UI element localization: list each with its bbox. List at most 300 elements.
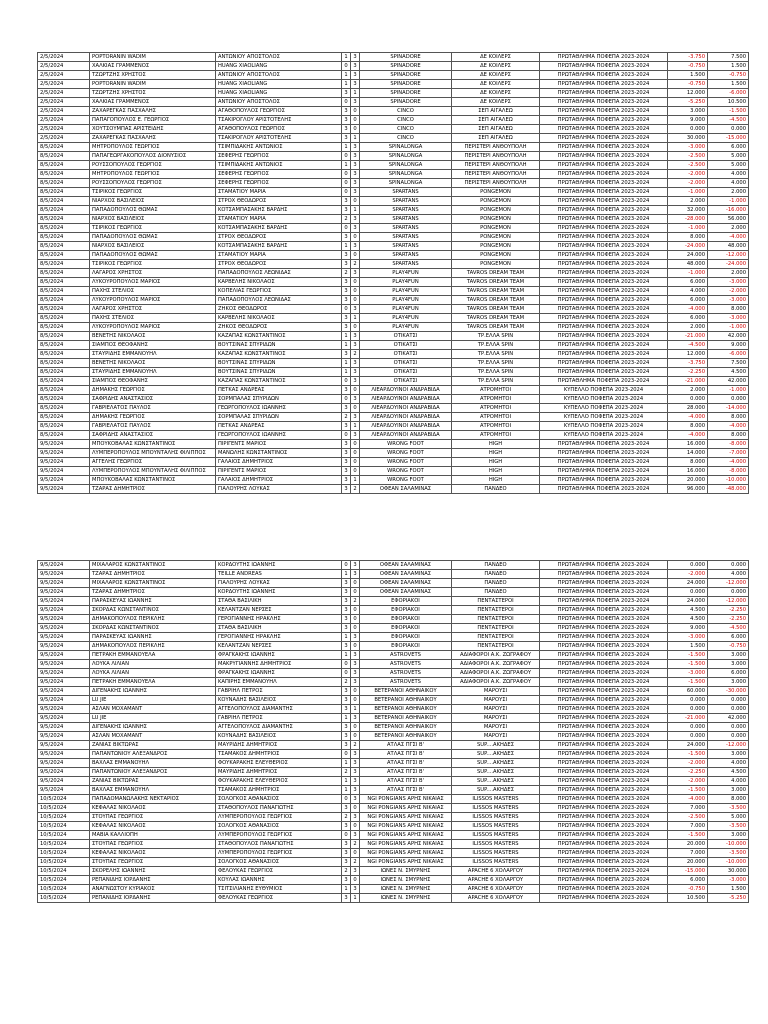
score-home-cell: 3 — [342, 278, 351, 287]
player-away-cell: ΣΤΑΜΑΤΙΟΥ ΜΑΡΙΑ — [216, 215, 342, 224]
team-home-cell: NGI PONGIANS ΑΡΗΣ ΝΙΚΑΙΑΣ — [360, 849, 452, 858]
score-away-cell: 2 — [351, 350, 360, 359]
team-home-cell: ΟΤΙΚΑΤΣΙ — [360, 377, 452, 386]
player-away-cell: ΦΡΑΓΚΑΚΗΣ ΙΩΑΝΝΗΣ — [216, 651, 342, 660]
rating-home-cell: 20.000 — [668, 476, 708, 485]
score-away-cell: 3 — [351, 179, 360, 188]
score-home-cell: 1 — [342, 885, 351, 894]
rating-home-cell: 7.000 — [668, 804, 708, 813]
team-away-cell: SUP....ΑΚΗΔΕΣ — [452, 768, 540, 777]
table-row — [38, 53, 749, 62]
competition-cell: ΠΡΩΤΑΘΛΗΜΑ ΠΟΦΕΠΑ 2023-2024 — [540, 350, 668, 359]
rating-away-cell: 4.000 — [708, 759, 749, 768]
team-home-cell: ASTROVETS — [360, 651, 452, 660]
date-cell: 9/5/2024 — [38, 678, 90, 687]
player-home-cell: ΝΙΑΡΧΟΣ ΒΑΣΙΛΕΙΟΣ — [90, 215, 216, 224]
rating-away-cell: 3.000 — [708, 651, 749, 660]
player-away-cell: ΚΕΛΑΝΤΖΑΝ ΝΕΡΣΕΣ — [216, 642, 342, 651]
score-home-cell: 3 — [342, 251, 351, 260]
rating-away-cell: 0.000 — [708, 561, 749, 570]
score-home-cell: 1 — [342, 80, 351, 89]
player-home-cell: ΛΥΚΟΥΡΟΠΟΥΛΟΣ ΜΑΡΙΟΣ — [90, 323, 216, 332]
date-cell: 8/5/2024 — [38, 143, 90, 152]
competition-cell: ΠΡΩΤΑΘΛΗΜΑ ΠΟΦΕΠΑ 2023-2024 — [540, 296, 668, 305]
date-cell: 10/5/2024 — [38, 822, 90, 831]
score-home-cell: 1 — [342, 714, 351, 723]
player-away-cell: ΣΟΛΟΓΚΟΣ ΑΘΑΝΑΣΙΟΣ — [216, 858, 342, 867]
team-away-cell: APACHE 6 ΧΟΛΑΡΓΟΥ — [452, 885, 540, 894]
team-home-cell: SPARTANS — [360, 251, 452, 260]
player-home-cell: ΒΕΝΕΤΗΣ ΝΙΚΟΛΑΟΣ — [90, 359, 216, 368]
competition-cell: ΠΡΩΤΑΘΛΗΜΑ ΠΟΦΕΠΑ 2023-2024 — [540, 570, 668, 579]
score-home-cell: 0 — [342, 305, 351, 314]
team-home-cell: SPARTANS — [360, 215, 452, 224]
score-away-cell: 0 — [351, 116, 360, 125]
player-home-cell: ΣΤΑΥΡΙΔΗΣ ΕΜΜΑΝΟΥΗΛ — [90, 368, 216, 377]
player-home-cell: ΣΑΦΡΙΔΗΣ ΑΝΑΣΤΑΣΙΟΣ — [90, 431, 216, 440]
date-cell: 8/5/2024 — [38, 350, 90, 359]
competition-cell: ΠΡΩΤΑΘΛΗΜΑ ΠΟΦΕΠΑ 2023-2024 — [540, 71, 668, 80]
player-away-cell: HUANG XIAOLIANG — [216, 62, 342, 71]
score-home-cell: 2 — [342, 768, 351, 777]
team-away-cell: ΠΕΡΙΣΤΕΡΙ ΑΝΘΟΥΠΟΛΗ — [452, 179, 540, 188]
date-cell: 8/5/2024 — [38, 251, 90, 260]
player-home-cell: ΑΝΑΓΝΩΣΤΟΥ ΚΥΡΙΑΚΟΣ — [90, 885, 216, 894]
competition-cell: ΠΡΩΤΑΘΛΗΜΑ ΠΟΦΕΠΑ 2023-2024 — [540, 134, 668, 143]
player-home-cell: ΤΖΑΡΑΣ ΔΗΜΗΤΡΙΟΣ — [90, 570, 216, 579]
team-away-cell: TAVROS DREAM TEAM — [452, 269, 540, 278]
score-away-cell: 3 — [351, 678, 360, 687]
rating-away-cell: -3.500 — [708, 822, 749, 831]
score-away-cell: 3 — [351, 188, 360, 197]
team-away-cell: PONGEMON — [452, 215, 540, 224]
player-away-cell: ΣΟΡΜΠΑΛΑΣ ΣΠΥΡΙΔΩΝ — [216, 413, 342, 422]
rating-away-cell: -8.000 — [708, 467, 749, 476]
team-home-cell: ΕΦΟΡΙΑΚΟΙ — [360, 606, 452, 615]
table-row — [38, 804, 749, 813]
competition-cell: ΠΡΩΤΑΘΛΗΜΑ ΠΟΦΕΠΑ 2023-2024 — [540, 260, 668, 269]
rating-away-cell: 42.000 — [708, 714, 749, 723]
date-cell: 9/5/2024 — [38, 467, 90, 476]
score-home-cell: 2 — [342, 269, 351, 278]
player-home-cell: ΝΙΑΡΧΟΣ ΒΑΣΙΛΕΙΟΣ — [90, 197, 216, 206]
competition-cell: ΠΡΩΤΑΘΛΗΜΑ ΠΟΦΕΠΑ 2023-2024 — [540, 206, 668, 215]
score-away-cell: 3 — [351, 570, 360, 579]
score-away-cell: 3 — [351, 143, 360, 152]
competition-cell: ΚΥΠΕΛΛΟ ΠΟΦΕΠΑ 2023-2024 — [540, 422, 668, 431]
player-home-cell: ΣΚΟΡΕΛΗΣ ΙΩΑΝΝΗΣ — [90, 867, 216, 876]
competition-cell: ΠΡΩΤΑΘΛΗΜΑ ΠΟΦΕΠΑ 2023-2024 — [540, 849, 668, 858]
date-cell: 8/5/2024 — [38, 215, 90, 224]
rating-home-cell: 0.000 — [668, 125, 708, 134]
competition-cell: ΠΡΩΤΑΘΛΗΜΑ ΠΟΦΕΠΑ 2023-2024 — [540, 188, 668, 197]
team-home-cell: ASTROVETS — [360, 669, 452, 678]
score-home-cell: 1 — [342, 332, 351, 341]
team-home-cell: ΛΙΕΑΡΔΟΥΙΝΟΙ ΑΝΔΡΑΒΙΔΑ — [360, 386, 452, 395]
competition-cell: ΠΡΩΤΑΘΛΗΜΑ ΠΟΦΕΠΑ 2023-2024 — [540, 894, 668, 903]
team-away-cell: ΔΕ ΚΟΙΛΕΡΣ — [452, 80, 540, 89]
score-away-cell: 0 — [351, 624, 360, 633]
date-cell: 9/5/2024 — [38, 768, 90, 777]
player-home-cell: ΔΙΓΕΝΑΚΗΣ ΙΩΑΝΝΗΣ — [90, 723, 216, 732]
date-cell: 8/5/2024 — [38, 197, 90, 206]
player-away-cell: ΚΟΤΣΑΜΠΑΣΑΚΗΣ ΒΑΡΔΗΣ — [216, 206, 342, 215]
player-away-cell: ΚΑΡΒΕΛΗΣ ΝΙΚΟΛΑΟΣ — [216, 278, 342, 287]
team-away-cell: TAVROS DREAM TEAM — [452, 323, 540, 332]
score-away-cell: 3 — [351, 224, 360, 233]
score-home-cell: 3 — [342, 732, 351, 741]
rating-home-cell: -1.500 — [668, 678, 708, 687]
date-cell: 2/5/2024 — [38, 116, 90, 125]
player-home-cell: ΛΥΚΟΥΡΟΠΟΥΛΟΣ ΜΑΡΙΟΣ — [90, 278, 216, 287]
rating-away-cell: -1.000 — [708, 323, 749, 332]
score-home-cell: 1 — [342, 143, 351, 152]
rating-away-cell: -4.000 — [708, 422, 749, 431]
rating-away-cell: -8.000 — [708, 440, 749, 449]
player-home-cell: ΡΟΡΤΟRANIN WADIM — [90, 53, 216, 62]
rating-home-cell: 16.000 — [668, 440, 708, 449]
rating-away-cell: -3.000 — [708, 296, 749, 305]
rating-away-cell: -2.250 — [708, 615, 749, 624]
score-home-cell: 1 — [342, 759, 351, 768]
rating-away-cell: -3.500 — [708, 849, 749, 858]
player-away-cell: ΦΟΥΚΑΡΑΚΗΣ ΕΛΕΥΘΕΡΙΟΣ — [216, 759, 342, 768]
rating-home-cell: 0.000 — [668, 561, 708, 570]
score-away-cell: 3 — [351, 152, 360, 161]
player-home-cell: ΠΑΠΑΔΟΜΑΝΩΛΑΚΗΣ ΝΕΚΤΑΡΙΟΣ — [90, 795, 216, 804]
player-away-cell: ΦΟΥΚΑΡΑΚΗΣ ΕΛΕΥΘΕΡΙΟΣ — [216, 777, 342, 786]
score-home-cell: 1 — [342, 368, 351, 377]
rating-home-cell: -0.750 — [668, 62, 708, 71]
table-row — [38, 840, 749, 849]
competition-cell: ΠΡΩΤΑΘΛΗΜΑ ΠΟΦΕΠΑ 2023-2024 — [540, 597, 668, 606]
score-home-cell: 0 — [342, 431, 351, 440]
table-row — [38, 741, 749, 750]
date-cell: 9/5/2024 — [38, 449, 90, 458]
player-away-cell: ΦΕΛΟΥΚΑΣ ΓΕΩΡΓΙΟΣ — [216, 867, 342, 876]
rating-away-cell: 2.000 — [708, 269, 749, 278]
score-home-cell: 2 — [342, 867, 351, 876]
table-row — [38, 431, 749, 440]
score-home-cell: 0 — [342, 795, 351, 804]
date-cell: 10/5/2024 — [38, 804, 90, 813]
competition-cell: ΠΡΩΤΑΘΛΗΜΑ ΠΟΦΕΠΑ 2023-2024 — [540, 305, 668, 314]
date-cell: 10/5/2024 — [38, 795, 90, 804]
team-away-cell: ΑΔΙΑΦΟΡΟΙ Α.Κ. ΖΩΓΡΑΦΟΥ — [452, 678, 540, 687]
team-home-cell: ΑΤΛΑΣ ΠΓΣΙ Β' — [360, 786, 452, 795]
team-away-cell: TAVROS DREAM TEAM — [452, 287, 540, 296]
team-away-cell: SUP....ΑΚΗΔΕΣ — [452, 750, 540, 759]
team-away-cell: ΠΕΝΤΑΣΤΕΡΟΙ — [452, 633, 540, 642]
player-home-cell: ΜΑΒΙΑ ΚΑΛΛΙΟΠΗ — [90, 831, 216, 840]
score-home-cell: 0 — [342, 152, 351, 161]
date-cell: 2/5/2024 — [38, 71, 90, 80]
rating-home-cell: 24.000 — [668, 741, 708, 750]
date-cell: 9/5/2024 — [38, 696, 90, 705]
team-away-cell: PONGEMON — [452, 206, 540, 215]
table-row — [38, 822, 749, 831]
player-away-cell: ΖΗΚΟΣ ΘΕΟΔΩΡΟΣ — [216, 305, 342, 314]
player-home-cell: ΣΚΟΡΔΑΣ ΚΩΝΣΤΑΝΤΙΝΟΣ — [90, 624, 216, 633]
team-home-cell: WRONG FOOT — [360, 458, 452, 467]
rating-away-cell: -16.000 — [708, 206, 749, 215]
team-away-cell: ΜΑΡΟΥΣΙ — [452, 705, 540, 714]
rating-home-cell: 12.000 — [668, 89, 708, 98]
rating-away-cell: 42.000 — [708, 332, 749, 341]
player-away-cell: ΓΕΩΡΓΟΠΟΥΛΟΣ ΙΩΑΝΝΗΣ — [216, 404, 342, 413]
player-away-cell: ΒΟΥΤΣΙΝΑΣ ΣΠΥΡΙΔΩΝ — [216, 341, 342, 350]
table-row — [38, 107, 749, 116]
team-home-cell: CINCO — [360, 134, 452, 143]
rating-away-cell: 4.000 — [708, 170, 749, 179]
team-away-cell: PONGEMON — [452, 224, 540, 233]
rating-away-cell: 4.000 — [708, 777, 749, 786]
table-row — [38, 332, 749, 341]
player-away-cell: ΚΟΥΝΑΔΗΣ ΒΑΣΙΛΕΙΟΣ — [216, 696, 342, 705]
table-row — [38, 251, 749, 260]
rating-home-cell: 8.000 — [668, 233, 708, 242]
rating-home-cell: -2.500 — [668, 152, 708, 161]
competition-cell: ΠΡΩΤΑΘΛΗΜΑ ΠΟΦΕΠΑ 2023-2024 — [540, 804, 668, 813]
team-home-cell: SPINALONGA — [360, 179, 452, 188]
player-home-cell: ΧΑΛΚΙΑΣ ΓΡΑΜΜΕΝΟΣ — [90, 62, 216, 71]
date-cell: 10/5/2024 — [38, 867, 90, 876]
competition-cell: ΠΡΩΤΑΘΛΗΜΑ ΠΟΦΕΠΑ 2023-2024 — [540, 224, 668, 233]
table-row — [38, 813, 749, 822]
rating-away-cell: 1.500 — [708, 80, 749, 89]
score-home-cell: 0 — [342, 62, 351, 71]
rating-away-cell: -4.500 — [708, 624, 749, 633]
score-away-cell: 3 — [351, 98, 360, 107]
score-away-cell: 1 — [351, 206, 360, 215]
score-away-cell: 0 — [351, 804, 360, 813]
rating-away-cell: 0.000 — [708, 696, 749, 705]
team-away-cell: ΔΕ ΚΟΙΛΕΡΣ — [452, 53, 540, 62]
rating-home-cell: 2.000 — [668, 197, 708, 206]
date-cell: 9/5/2024 — [38, 750, 90, 759]
team-away-cell: APACHE 6 ΧΟΛΑΡΓΟΥ — [452, 876, 540, 885]
team-away-cell: ΤΡ.ΕΛΛΑ SPIN — [452, 377, 540, 386]
table-row — [38, 449, 749, 458]
player-away-cell: ΣΤΡΟΧ ΘΕΟΔΩΡΟΣ — [216, 197, 342, 206]
date-cell: 10/5/2024 — [38, 876, 90, 885]
rating-away-cell: -2.000 — [708, 287, 749, 296]
rating-home-cell: 1.500 — [668, 71, 708, 80]
rating-away-cell: -10.000 — [708, 476, 749, 485]
player-away-cell: ΑΓΓΕΛΟΠΟΥΛΟΣ ΔΙΑΜΑΝΤΗΣ — [216, 723, 342, 732]
competition-cell: ΠΡΩΤΑΘΛΗΜΑ ΠΟΦΕΠΑ 2023-2024 — [540, 377, 668, 386]
table-row — [38, 714, 749, 723]
team-home-cell: PLAY4FUN — [360, 296, 452, 305]
table-row — [38, 633, 749, 642]
team-away-cell: HIGH — [452, 440, 540, 449]
score-home-cell: 3 — [342, 440, 351, 449]
table-row — [38, 278, 749, 287]
rating-home-cell: 96.000 — [668, 485, 708, 494]
score-home-cell: 1 — [342, 359, 351, 368]
table-row — [38, 341, 749, 350]
competition-cell: ΠΡΩΤΑΘΛΗΜΑ ΠΟΦΕΠΑ 2023-2024 — [540, 696, 668, 705]
rating-away-cell: -3.000 — [708, 876, 749, 885]
score-home-cell: 0 — [342, 188, 351, 197]
date-cell: 8/5/2024 — [38, 368, 90, 377]
rating-away-cell: 56.000 — [708, 215, 749, 224]
team-home-cell: ΕΦΟΡΙΑΚΟΙ — [360, 615, 452, 624]
team-home-cell: PLAY4FUN — [360, 314, 452, 323]
team-home-cell: ΟΦΕΑΝ ΣΑΛΑΜΙΝΑΣ — [360, 588, 452, 597]
score-away-cell: 2 — [351, 840, 360, 849]
score-home-cell: 3 — [342, 89, 351, 98]
rating-home-cell: -1.000 — [668, 188, 708, 197]
date-cell: 8/5/2024 — [38, 332, 90, 341]
rating-away-cell: 1.500 — [708, 62, 749, 71]
score-away-cell: 3 — [351, 80, 360, 89]
team-away-cell: ILISSOS MASTERS — [452, 795, 540, 804]
score-home-cell: 3 — [342, 858, 351, 867]
score-home-cell: 3 — [342, 741, 351, 750]
table-row — [38, 467, 749, 476]
score-home-cell: 1 — [342, 633, 351, 642]
competition-cell: ΠΡΩΤΑΘΛΗΜΑ ΠΟΦΕΠΑ 2023-2024 — [540, 795, 668, 804]
player-home-cell: ΒΑΧΛΑΣ ΕΜΜΑΝΟΥΗΛ — [90, 786, 216, 795]
rating-home-cell: 60.000 — [668, 687, 708, 696]
rating-away-cell: -1.000 — [708, 386, 749, 395]
team-home-cell: PLAY4FUN — [360, 305, 452, 314]
score-home-cell: 3 — [342, 458, 351, 467]
table-row — [38, 458, 749, 467]
rating-away-cell: 0.000 — [708, 588, 749, 597]
player-home-cell: ΧΑΛΚΙΑΣ ΓΡΑΜΜΕΝΟΣ — [90, 98, 216, 107]
rating-away-cell: -12.000 — [708, 597, 749, 606]
date-cell: 9/5/2024 — [38, 777, 90, 786]
player-home-cell: ΣΚΟΡΔΑΣ ΚΩΝΣΤΑΝΤΙΝΟΣ — [90, 606, 216, 615]
rating-away-cell: 3.000 — [708, 660, 749, 669]
score-home-cell: 1 — [342, 53, 351, 62]
score-away-cell: 0 — [351, 642, 360, 651]
rating-away-cell: 0.000 — [708, 732, 749, 741]
rating-away-cell: 4.500 — [708, 768, 749, 777]
player-home-cell: ΛΟΥΚΑ ΛΙΛΙΑΝ — [90, 660, 216, 669]
competition-cell: ΠΡΩΤΑΘΛΗΜΑ ΠΟΦΕΠΑ 2023-2024 — [540, 449, 668, 458]
rating-home-cell: -3.000 — [668, 633, 708, 642]
team-home-cell: ΟΤΙΚΑΤΣΙ — [360, 332, 452, 341]
rating-home-cell: -21.000 — [668, 377, 708, 386]
player-home-cell: ΜΠΟΥΚΟΒΑΛΑΣ ΚΩΝΣΤΑΝΤΙΝΟΣ — [90, 440, 216, 449]
player-home-cell: ΤΖΑΡΑΣ ΔΗΜΗΤΡΙΟΣ — [90, 485, 216, 494]
rating-home-cell: 9.000 — [668, 624, 708, 633]
score-home-cell: 2 — [342, 215, 351, 224]
rating-home-cell: -1.000 — [668, 224, 708, 233]
player-home-cell: ΡΕΠΑΝΙΔΗΣ ΙΟΡΔΑΝΗΣ — [90, 894, 216, 903]
competition-cell: ΠΡΩΤΑΘΛΗΜΑ ΠΟΦΕΠΑ 2023-2024 — [540, 777, 668, 786]
score-away-cell: 3 — [351, 215, 360, 224]
team-home-cell: PLAY4FUN — [360, 287, 452, 296]
player-home-cell: ΓΑΒΡΙΕΛΑΤΟΣ ΠΑΥΛΟΣ — [90, 422, 216, 431]
date-cell: 8/5/2024 — [38, 323, 90, 332]
player-home-cell: ΜΙΧΑΛΑΡΟΣ ΚΩΝΣΤΑΝΤΙΝΟΣ — [90, 579, 216, 588]
date-cell: 10/5/2024 — [38, 894, 90, 903]
score-home-cell: 3 — [342, 624, 351, 633]
rating-home-cell: 8.000 — [668, 458, 708, 467]
team-home-cell: ΟΦΕΑΝ ΣΑΛΑΜΙΝΑΣ — [360, 485, 452, 494]
player-home-cell: ΓΑΒΡΙΕΛΑΤΟΣ ΠΑΥΛΟΣ — [90, 404, 216, 413]
player-home-cell: ΚΕΦΑΛΑΣ ΝΙΚΟΛΑΟΣ — [90, 822, 216, 831]
date-cell: 8/5/2024 — [38, 152, 90, 161]
table-row — [38, 669, 749, 678]
score-home-cell: 1 — [342, 651, 351, 660]
team-home-cell: NGI PONGIANS ΑΡΗΣ ΝΙΚΑΙΑΣ — [360, 858, 452, 867]
rating-home-cell: 12.000 — [668, 350, 708, 359]
date-cell: 8/5/2024 — [38, 287, 90, 296]
team-away-cell: SUP....ΑΚΗΔΕΣ — [452, 786, 540, 795]
team-away-cell: ILISSOS MASTERS — [452, 858, 540, 867]
rating-away-cell: 3.000 — [708, 786, 749, 795]
score-away-cell: 0 — [351, 440, 360, 449]
score-away-cell: 0 — [351, 467, 360, 476]
competition-cell: ΚΥΠΕΛΛΟ ΠΟΦΕΠΑ 2023-2024 — [540, 431, 668, 440]
team-away-cell: ΣΕΠ ΑΙΓΑΛΕΩ — [452, 107, 540, 116]
rating-home-cell: 7.000 — [668, 849, 708, 858]
competition-cell: ΠΡΩΤΑΘΛΗΜΑ ΠΟΦΕΠΑ 2023-2024 — [540, 197, 668, 206]
player-home-cell: ΑΣΛΑΝ ΜΟΧΑΜΑΝΤ — [90, 732, 216, 741]
player-home-cell: ΠΑΡΑΣΚΕΥΑΣ ΙΩΑΝΝΗΣ — [90, 633, 216, 642]
score-away-cell: 0 — [351, 197, 360, 206]
rating-home-cell: -21.000 — [668, 714, 708, 723]
score-away-cell: 0 — [351, 687, 360, 696]
player-home-cell: ΜΗΤΡΟΠΟΥΛΟΣ ΓΕΩΡΓΙΟΣ — [90, 170, 216, 179]
score-away-cell: 0 — [351, 849, 360, 858]
rating-home-cell: -2.000 — [668, 777, 708, 786]
player-home-cell: ΛΑΓΑΡΟΣ ΧΡΗΣΤΟΣ — [90, 269, 216, 278]
score-away-cell: 3 — [351, 786, 360, 795]
date-cell: 8/5/2024 — [38, 422, 90, 431]
competition-cell: ΠΡΩΤΑΘΛΗΜΑ ΠΟΦΕΠΑ 2023-2024 — [540, 80, 668, 89]
date-cell: 9/5/2024 — [38, 561, 90, 570]
player-away-cell: ΛΥΜΠΕΡΟΠΟΥΛΟΣ ΓΕΩΡΓΙΟΣ — [216, 849, 342, 858]
team-home-cell: SPARTANS — [360, 188, 452, 197]
team-home-cell: ΒΕΤΕΡΑΝΟΙ ΑΘΗΝΑΙΚΟΥ — [360, 714, 452, 723]
rating-home-cell: 0.000 — [668, 395, 708, 404]
rating-away-cell: -0.750 — [708, 642, 749, 651]
date-cell: 2/5/2024 — [38, 80, 90, 89]
score-home-cell: 3 — [342, 696, 351, 705]
score-away-cell: 0 — [351, 579, 360, 588]
competition-cell: ΠΡΩΤΑΘΛΗΜΑ ΠΟΦΕΠΑ 2023-2024 — [540, 215, 668, 224]
player-home-cell: ΠΑΡΑΣΚΕΥΑΣ ΙΩΑΝΝΗΣ — [90, 597, 216, 606]
team-away-cell: ΑΔΙΑΦΟΡΟΙ Α.Κ. ΖΩΓΡΑΦΟΥ — [452, 660, 540, 669]
rating-home-cell: 7.000 — [668, 822, 708, 831]
team-home-cell: SPARTANS — [360, 233, 452, 242]
rating-home-cell: -2.250 — [668, 368, 708, 377]
date-cell: 9/5/2024 — [38, 741, 90, 750]
score-away-cell: 3 — [351, 750, 360, 759]
team-home-cell: SPINADORE — [360, 53, 452, 62]
player-away-cell: ΚΑΖΑΠΑΣ ΚΩΝΣΤΑΝΤΙΝΟΣ — [216, 377, 342, 386]
rating-away-cell: -14.000 — [708, 404, 749, 413]
score-home-cell: 1 — [342, 786, 351, 795]
score-away-cell: 1 — [351, 134, 360, 143]
team-away-cell: ΑΤΡΟΜΗΤΟΙ — [452, 413, 540, 422]
team-home-cell: SPARTANS — [360, 260, 452, 269]
date-cell: 2/5/2024 — [38, 98, 90, 107]
rating-away-cell: -3.000 — [708, 278, 749, 287]
score-home-cell: 3 — [342, 606, 351, 615]
score-away-cell: 3 — [351, 813, 360, 822]
table-row — [38, 476, 749, 485]
rating-away-cell: 6.000 — [708, 143, 749, 152]
score-home-cell: 0 — [342, 170, 351, 179]
date-cell: 8/5/2024 — [38, 359, 90, 368]
